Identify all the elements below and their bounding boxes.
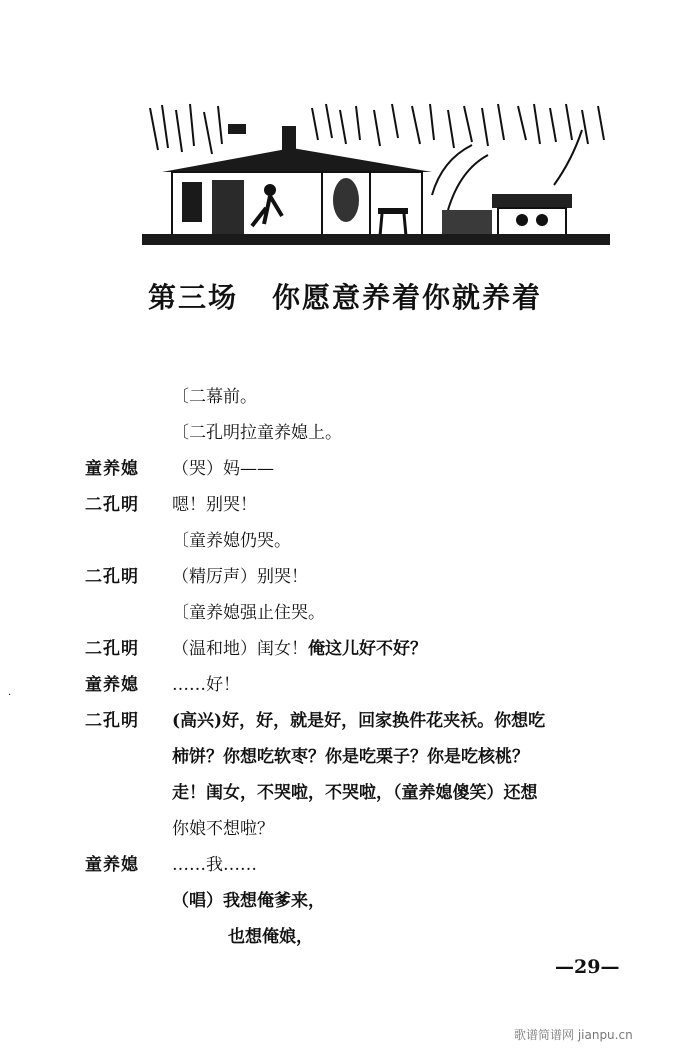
stage-illustration — [142, 100, 610, 245]
dialogue-line: 你娘不想啦？ — [172, 819, 274, 839]
speaker-name: 童养媳 — [85, 459, 139, 479]
scene-number: 第三场 — [147, 281, 238, 314]
dialogue-part: 还想 — [503, 783, 538, 803]
dialogue-line — [172, 638, 427, 660]
scene-subtitle: 你愿意养着你就养着 — [272, 281, 543, 314]
song-line: （唱）我想俺爹来， — [172, 891, 325, 911]
stage-direction: 〔童养媳仍哭。 — [172, 531, 291, 551]
speaker-name: 二孔明 — [85, 567, 139, 587]
stage-direction: 〔二幕前。 — [172, 387, 257, 407]
dialogue-part: （温和地）闺女！ — [172, 639, 308, 659]
dialogue-line: ……我…… — [172, 855, 257, 875]
page-number: —29— — [555, 956, 620, 978]
dialogue-line: ……好！ — [172, 675, 240, 695]
dialogue-line: （哭）妈—— — [172, 459, 274, 479]
song-line: 也想俺娘， — [228, 927, 313, 947]
scan-mark: · — [8, 690, 12, 701]
stage-direction: 〔童养媳强止住哭。 — [172, 603, 325, 623]
scene-title — [0, 276, 690, 316]
speaker-name: 二孔明 — [85, 495, 139, 515]
watermark: 歌谱简谱网 jianpu.cn — [514, 1028, 633, 1042]
dialogue-line — [172, 782, 538, 804]
speaker-name: 二孔明 — [85, 711, 139, 731]
speaker-name: 童养媳 — [85, 675, 139, 695]
dialogue-part: 俺这儿好不好？ — [308, 639, 427, 659]
stage-direction: 〔二孔明拉童养媳上。 — [172, 423, 342, 443]
dialogue-line: (高兴)好，好，就是好，回家换件花夹袄。你想吃 — [172, 711, 546, 731]
dialogue-part: 走！闺女，不哭啦，不哭啦，（童养媳傻笑） — [172, 783, 504, 803]
dialogue-line: 嗯！别哭！ — [172, 495, 257, 515]
speaker-name: 二孔明 — [85, 639, 139, 659]
speaker-name: 童养媳 — [85, 855, 139, 875]
dialogue-line: 柿饼？你想吃软枣？你是吃栗子？你是吃核桃？ — [172, 747, 529, 767]
dialogue-line: （精厉声）别哭！ — [172, 567, 308, 587]
